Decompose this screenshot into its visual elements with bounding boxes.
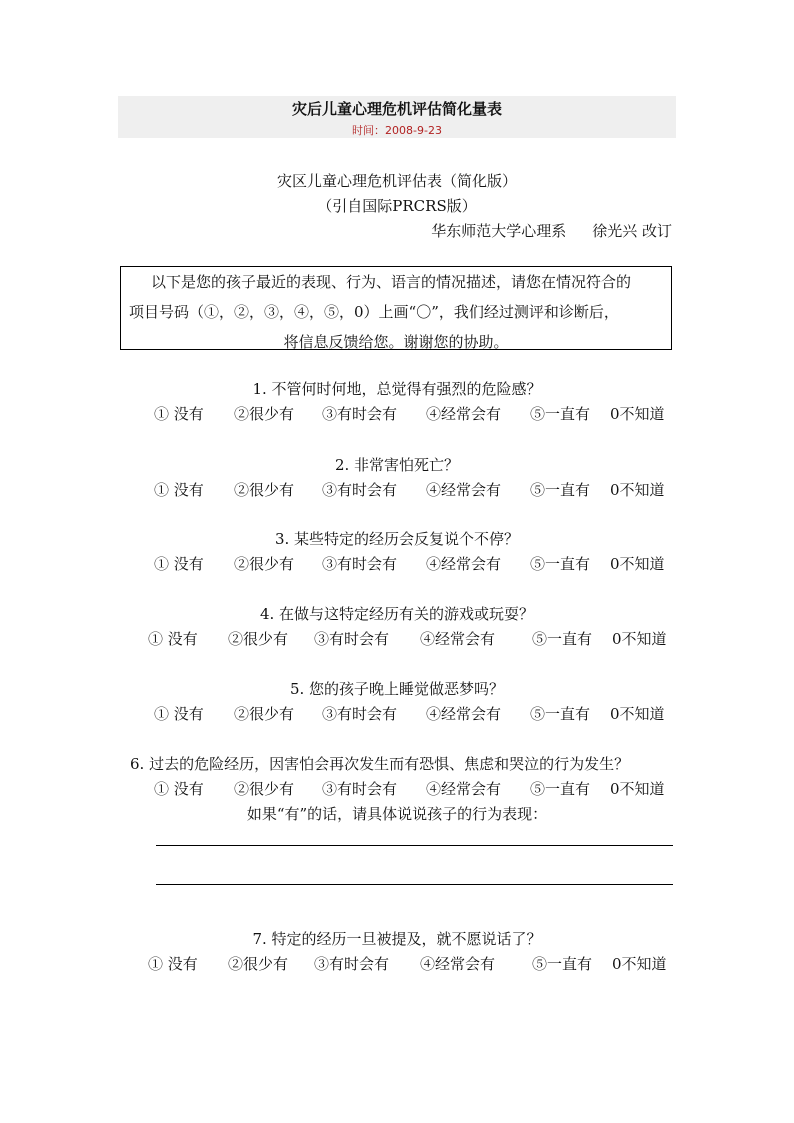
question-7: 7. 特定的经历一旦被提及，就不愿说话了？ bbox=[252, 930, 542, 948]
question-2-options bbox=[154, 479, 674, 501]
instructions-line-2: 项目号码（①，②，③，④，⑤，0）上画“〇”，我们经过测评和诊断后， bbox=[129, 303, 619, 321]
question-6: 6. 过去的危险经历，因害怕会再次发生而有恐惧、焦虑和哭泣的行为发生？ bbox=[130, 755, 630, 773]
option-2[interactable]: ②很少有 bbox=[234, 481, 295, 499]
form-source: （引自国际PRCRS版） bbox=[317, 197, 477, 215]
option-1[interactable]: ① 没有 bbox=[154, 780, 204, 798]
option-1[interactable]: ① 没有 bbox=[148, 955, 198, 973]
option-4[interactable]: ④经常会有 bbox=[426, 780, 502, 798]
form-subtitle: 灾区儿童心理危机评估表（简化版） bbox=[276, 172, 517, 190]
document-title: 灾后儿童心理危机评估简化量表 bbox=[291, 100, 502, 118]
option-2[interactable]: ②很少有 bbox=[234, 405, 295, 423]
option-1[interactable]: ① 没有 bbox=[154, 481, 204, 499]
option-2[interactable]: ②很少有 bbox=[228, 955, 289, 973]
option-2[interactable]: ②很少有 bbox=[234, 705, 295, 723]
option-3[interactable]: ③有时会有 bbox=[322, 705, 398, 723]
option-4[interactable]: ④经常会有 bbox=[420, 630, 496, 648]
option-5[interactable]: ⑤一直有 bbox=[530, 705, 591, 723]
instructions-box bbox=[120, 266, 672, 350]
question-4-options bbox=[148, 628, 668, 650]
option-0[interactable]: 0不知道 bbox=[610, 405, 665, 423]
option-3[interactable]: ③有时会有 bbox=[314, 630, 390, 648]
question-5: 5. 您的孩子晚上睡觉做恶梦吗？ bbox=[289, 680, 505, 698]
option-4[interactable]: ④经常会有 bbox=[420, 955, 496, 973]
option-0[interactable]: 0不知道 bbox=[610, 780, 665, 798]
question-2: 2. 非常害怕死亡？ bbox=[334, 456, 460, 474]
option-2[interactable]: ②很少有 bbox=[228, 630, 289, 648]
question-1-options bbox=[154, 403, 674, 425]
answer-line-2[interactable] bbox=[156, 884, 673, 885]
option-0[interactable]: 0不知道 bbox=[612, 630, 667, 648]
author-name: 徐光兴 改订 bbox=[592, 222, 672, 240]
question-3: 3. 某些特定的经历会反复说个不停？ bbox=[274, 530, 520, 548]
option-1[interactable]: ① 没有 bbox=[154, 705, 204, 723]
option-1[interactable]: ① 没有 bbox=[154, 405, 204, 423]
author-line bbox=[431, 220, 672, 241]
document-date: 时间：2008-9-23 bbox=[352, 124, 442, 137]
option-3[interactable]: ③有时会有 bbox=[322, 481, 398, 499]
option-3[interactable]: ③有时会有 bbox=[314, 955, 390, 973]
option-4[interactable]: ④经常会有 bbox=[426, 555, 502, 573]
option-1[interactable]: ① 没有 bbox=[148, 630, 198, 648]
question-4: 4. 在做与这特定经历有关的游戏或玩耍？ bbox=[259, 605, 535, 623]
option-3[interactable]: ③有时会有 bbox=[322, 405, 398, 423]
option-5[interactable]: ⑤一直有 bbox=[532, 955, 593, 973]
question-3-options bbox=[154, 553, 674, 575]
option-0[interactable]: 0不知道 bbox=[612, 955, 667, 973]
option-3[interactable]: ③有时会有 bbox=[322, 555, 398, 573]
option-0[interactable]: 0不知道 bbox=[610, 705, 665, 723]
question-5-options bbox=[154, 703, 674, 725]
option-0[interactable]: 0不知道 bbox=[610, 555, 665, 573]
question-6-options bbox=[154, 778, 674, 800]
option-0[interactable]: 0不知道 bbox=[610, 481, 665, 499]
question-6-followup: 如果“有”的话，请具体说说孩子的行为表现： bbox=[246, 805, 548, 823]
option-4[interactable]: ④经常会有 bbox=[426, 705, 502, 723]
option-5[interactable]: ⑤一直有 bbox=[530, 405, 591, 423]
option-4[interactable]: ④经常会有 bbox=[426, 405, 502, 423]
answer-line-1[interactable] bbox=[156, 845, 673, 846]
instructions-line-3: 将信息反馈给您。谢谢您的协助。 bbox=[283, 333, 509, 351]
option-5[interactable]: ⑤一直有 bbox=[530, 555, 591, 573]
question-7-options bbox=[148, 953, 668, 975]
option-2[interactable]: ②很少有 bbox=[234, 555, 295, 573]
option-4[interactable]: ④经常会有 bbox=[426, 481, 502, 499]
option-5[interactable]: ⑤一直有 bbox=[530, 481, 591, 499]
instructions-line-1: 以下是您的孩子最近的表现、行为、语言的情况描述，请您在情况符合的 bbox=[151, 273, 632, 291]
author-dept: 华东师范大学心理系 bbox=[431, 222, 567, 240]
option-1[interactable]: ① 没有 bbox=[154, 555, 204, 573]
option-5[interactable]: ⑤一直有 bbox=[532, 630, 593, 648]
option-5[interactable]: ⑤一直有 bbox=[530, 780, 591, 798]
question-1: 1. 不管何时何地，总觉得有强烈的危险感？ bbox=[252, 380, 542, 398]
option-2[interactable]: ②很少有 bbox=[234, 780, 295, 798]
option-3[interactable]: ③有时会有 bbox=[322, 780, 398, 798]
